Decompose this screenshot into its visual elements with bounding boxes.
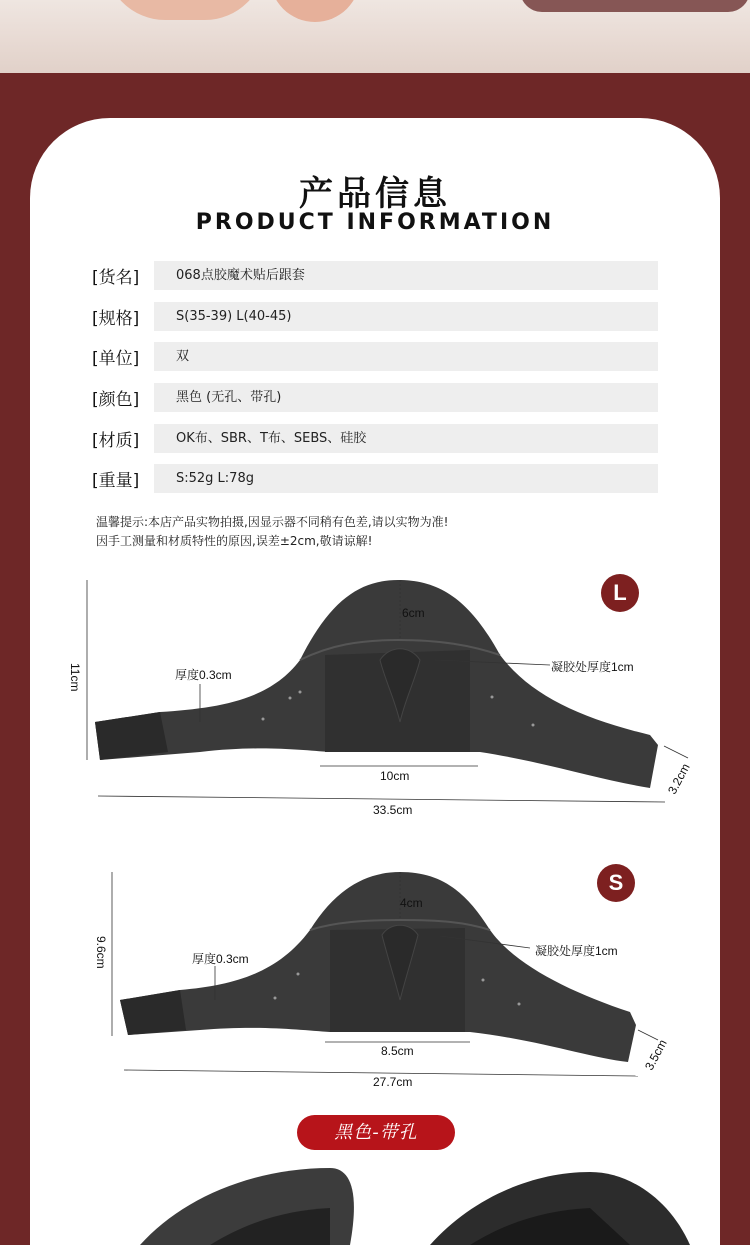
info-label: [颜色] — [92, 390, 140, 410]
top-label-L: 6cm — [402, 606, 425, 620]
top-label-S: 4cm — [400, 896, 423, 910]
info-label: [单位] — [92, 349, 140, 369]
info-label: [货名] — [92, 268, 140, 288]
size-badge-L: L — [601, 574, 639, 612]
gel-width-label-L: 10cm — [380, 769, 410, 783]
info-value: 黑色 (无孔、带孔) — [154, 383, 658, 412]
strap-width-label-L: 3.2cm — [665, 761, 693, 797]
notice-line: 因手工测量和材质特性的原因,误差±2cm,敬请谅解! — [96, 534, 373, 548]
heel-cover-L-image — [95, 580, 658, 788]
bottom-product-photo — [30, 1160, 720, 1245]
info-label: [重量] — [92, 471, 140, 491]
info-value: 双 — [154, 342, 658, 371]
height-label-L: 11cm — [68, 663, 82, 692]
total-width-label-L: 33.5cm — [373, 803, 413, 817]
gel-thickness-label-S: 凝胶处厚度1cm — [535, 944, 618, 958]
info-value: OK布、SBR、T布、SEBS、硅胶 — [154, 424, 658, 453]
section-title: 产品信息 — [299, 174, 451, 214]
info-value: S:52g L:78g — [154, 464, 658, 493]
heel-cover-S-image — [120, 872, 636, 1062]
info-value: S(35-39) L(40-45) — [154, 302, 658, 331]
size-badge-S: S — [597, 864, 635, 902]
info-label: [材质] — [92, 431, 140, 451]
gel-thickness-label-L: 凝胶处厚度1cm — [551, 660, 634, 674]
color-tag: 黑色-带孔 — [297, 1115, 455, 1150]
gel-width-label-S: 8.5cm — [381, 1044, 414, 1058]
info-label: [规格] — [92, 309, 140, 329]
thickness-label-L: 厚度0.3cm — [175, 668, 232, 682]
section-subtitle: PRODUCT INFORMATION — [195, 210, 555, 235]
thickness-label-S: 厚度0.3cm — [192, 952, 249, 966]
total-width-label-S: 27.7cm — [373, 1075, 413, 1089]
strap-width-label-S: 3.5cm — [642, 1037, 670, 1073]
height-label-S: 9.6cm — [94, 936, 108, 969]
info-value: 068点胶魔术贴后跟套 — [154, 261, 658, 290]
notice-line: 温馨提示:本店产品实物拍摄,因显示器不同稍有色差,请以实物为准! — [96, 515, 449, 529]
